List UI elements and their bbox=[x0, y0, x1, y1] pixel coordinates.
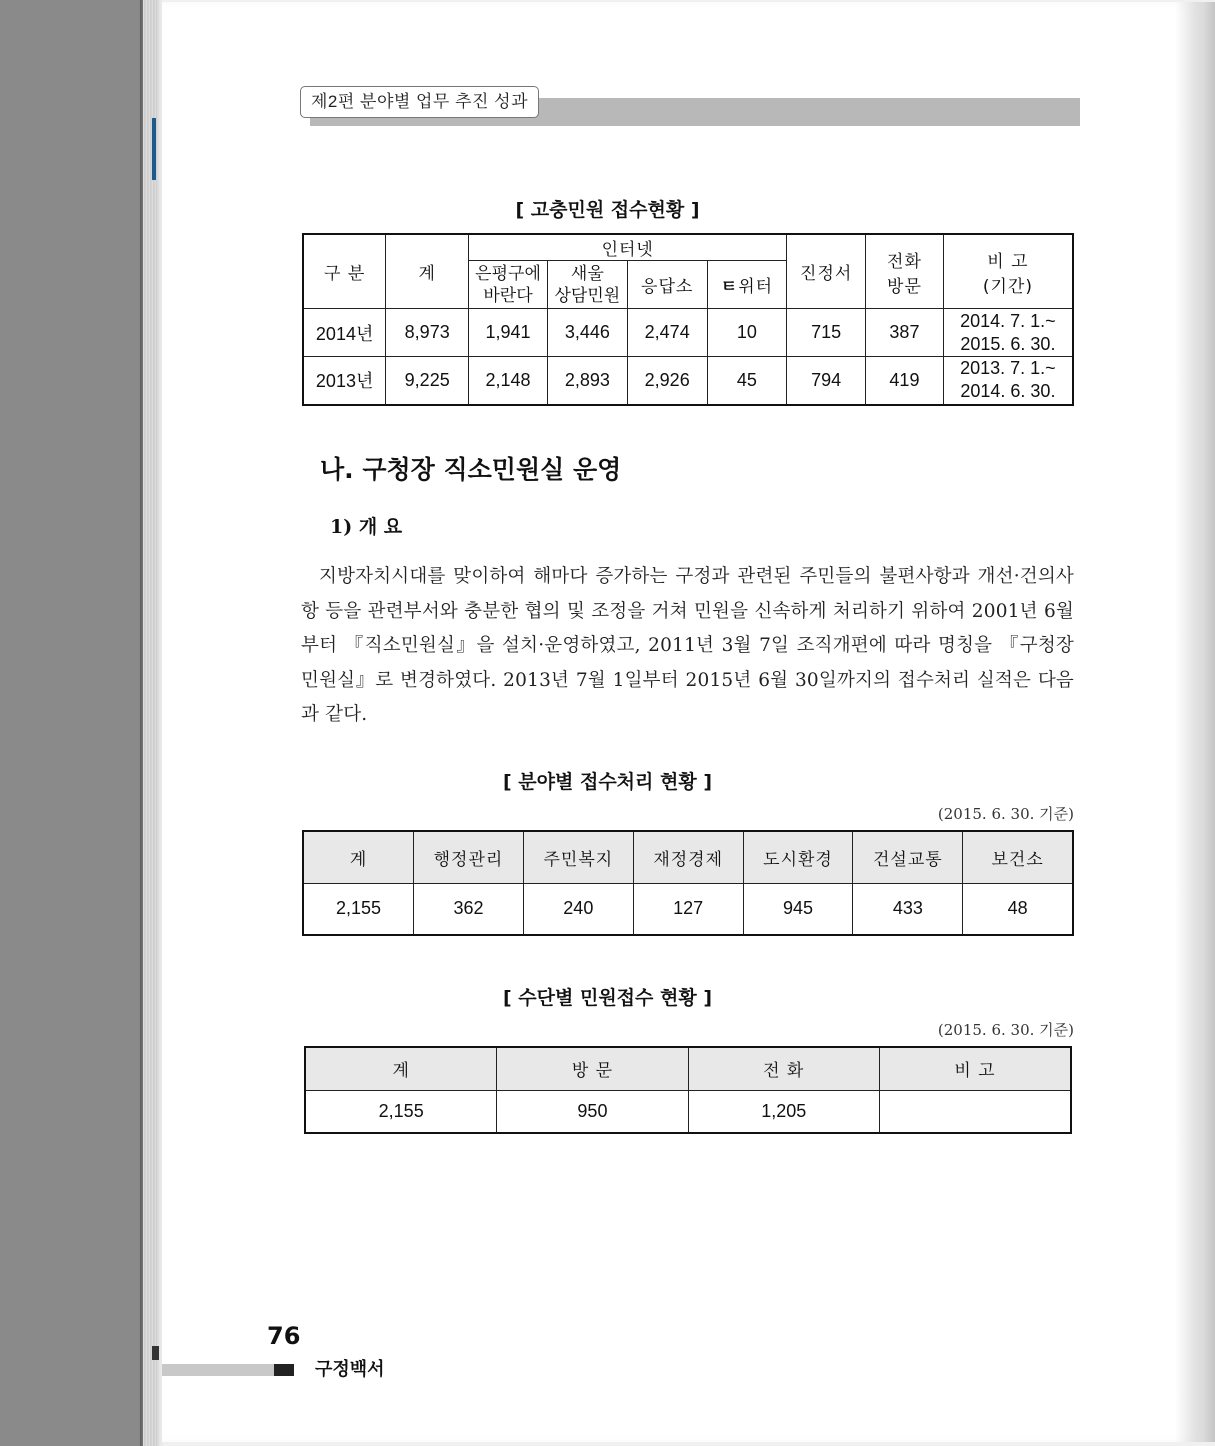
body-paragraph: 지방자치시대를 맞이하여 해마다 증가하는 구정과 관련된 주민들의 불편사항과 개선·건의사항 등을 관련부서와 충분한 협의 및 조정을 거쳐 민원을 신속하게 처리하기 위하여 2001년 6월부터 『직소민원실』을 설치·운영하였고, 2011년 3월 7일 조직개편에 따라 명칭을 『구청장 민원실』로 변경하였다. 2013년 7월 1일부터 2015년 6월 30일까지의 접수처리 실적은 다음과 같다. bbox=[301, 566, 1074, 725]
channel-value: 1,205 bbox=[688, 1090, 879, 1133]
row-total: 9,225 bbox=[386, 357, 469, 405]
header-remark-line1: 비 고 bbox=[987, 251, 1029, 272]
table2-basis: (2015. 6. 30. 기준) bbox=[937, 805, 1074, 823]
header-eunpyeong bbox=[469, 261, 548, 309]
chapter-label: 제2편 분야별 업무 추진 성과 bbox=[300, 86, 539, 118]
header-eungdapso: 응답소 bbox=[627, 261, 707, 309]
table2-caption: [ 분야별 접수처리 현황 ] bbox=[502, 771, 712, 793]
channel-header: 비 고 bbox=[879, 1047, 1071, 1090]
row-petition: 794 bbox=[787, 357, 866, 405]
footer-block bbox=[274, 1364, 294, 1376]
channel-value: 2,155 bbox=[305, 1090, 497, 1133]
field-header: 재정경제 bbox=[633, 831, 743, 883]
field-value: 362 bbox=[414, 883, 524, 935]
row-saeul: 2,893 bbox=[547, 357, 627, 405]
sub-title: 1) 개 요 bbox=[330, 516, 403, 538]
row-phone: 387 bbox=[866, 309, 944, 357]
table-row bbox=[305, 1090, 1071, 1133]
field-header: 건설교통 bbox=[853, 831, 963, 883]
field-value: 945 bbox=[743, 883, 853, 935]
page-edge-mark bbox=[152, 1346, 159, 1360]
footer-bar bbox=[162, 1364, 274, 1376]
field-value: 240 bbox=[523, 883, 633, 935]
field-header: 도시환경 bbox=[743, 831, 853, 883]
header-phone-visit bbox=[866, 234, 944, 309]
row-period-line1: 2013. 7. 1.~ bbox=[960, 358, 1056, 379]
header-total: 계 bbox=[386, 234, 469, 309]
table-row bbox=[303, 357, 1073, 405]
channel-header: 방 문 bbox=[497, 1047, 688, 1090]
field-header: 주민복지 bbox=[523, 831, 633, 883]
row-year: 2013년 bbox=[303, 357, 386, 405]
complaint-table bbox=[302, 233, 1074, 406]
header-saeul bbox=[547, 261, 627, 309]
row-year: 2014년 bbox=[303, 309, 386, 357]
table-row bbox=[303, 883, 1073, 935]
row-eunpyeong: 1,941 bbox=[469, 309, 548, 357]
row-total: 8,973 bbox=[386, 309, 469, 357]
table3-basis: (2015. 6. 30. 기준) bbox=[937, 1021, 1074, 1039]
row-eungdapso: 2,926 bbox=[627, 357, 707, 405]
row-period bbox=[943, 309, 1073, 357]
row-twitter: 45 bbox=[707, 357, 787, 405]
section-title: 나. 구청장 직소민원실 운영 bbox=[320, 455, 622, 484]
row-eungdapso: 2,474 bbox=[627, 309, 707, 357]
channel-header: 전 화 bbox=[688, 1047, 879, 1090]
field-value: 2,155 bbox=[303, 883, 414, 935]
header-phone-line2: 방문 bbox=[887, 276, 922, 297]
bookmark-tab bbox=[152, 118, 156, 180]
header-category: 구 분 bbox=[303, 234, 386, 309]
channel-value: 950 bbox=[497, 1090, 688, 1133]
table-row bbox=[303, 309, 1073, 357]
channel-header: 계 bbox=[305, 1047, 497, 1090]
header-eunpyeong-line1: 은평구에 bbox=[475, 263, 541, 284]
twitter-label: 위터 bbox=[738, 277, 774, 297]
twitter-mark: ㅌ bbox=[720, 277, 739, 297]
field-header: 행정관리 bbox=[414, 831, 524, 883]
row-period-line1: 2014. 7. 1.~ bbox=[960, 310, 1056, 331]
page-number: 76 bbox=[267, 1322, 301, 1350]
row-saeul: 3,446 bbox=[547, 309, 627, 357]
header-petition: 진정서 bbox=[787, 234, 866, 309]
header-phone-line1: 전화 bbox=[887, 251, 922, 272]
field-header: 계 bbox=[303, 831, 414, 883]
table1-caption: [ 고충민원 접수현황 ] bbox=[515, 199, 700, 221]
row-eunpyeong: 2,148 bbox=[469, 357, 548, 405]
header-saeul-line1: 새울 bbox=[570, 263, 604, 284]
field-table bbox=[302, 830, 1074, 936]
row-period bbox=[943, 357, 1073, 405]
header-remark bbox=[943, 234, 1073, 309]
row-phone: 419 bbox=[866, 357, 944, 405]
channel-value bbox=[879, 1090, 1071, 1133]
row-period-line2: 2015. 6. 30. bbox=[960, 333, 1056, 354]
header-remark-line2: (기간) bbox=[982, 276, 1033, 297]
header-saeul-line2: 상담민원 bbox=[554, 285, 621, 306]
header-eunpyeong-line2: 바란다 bbox=[483, 285, 533, 306]
header-twitter bbox=[707, 261, 787, 309]
field-value: 127 bbox=[633, 883, 743, 935]
row-petition: 715 bbox=[787, 309, 866, 357]
field-header: 보건소 bbox=[963, 831, 1073, 883]
channel-table bbox=[304, 1046, 1072, 1134]
book-title: 구정백서 bbox=[315, 1359, 385, 1380]
row-period-line2: 2014. 6. 30. bbox=[960, 381, 1056, 402]
row-twitter: 10 bbox=[707, 309, 787, 357]
table3-caption: [ 수단별 민원접수 현황 ] bbox=[502, 987, 712, 1009]
header-internet: 인터넷 bbox=[469, 234, 787, 261]
field-value: 48 bbox=[963, 883, 1073, 935]
field-value: 433 bbox=[853, 883, 963, 935]
